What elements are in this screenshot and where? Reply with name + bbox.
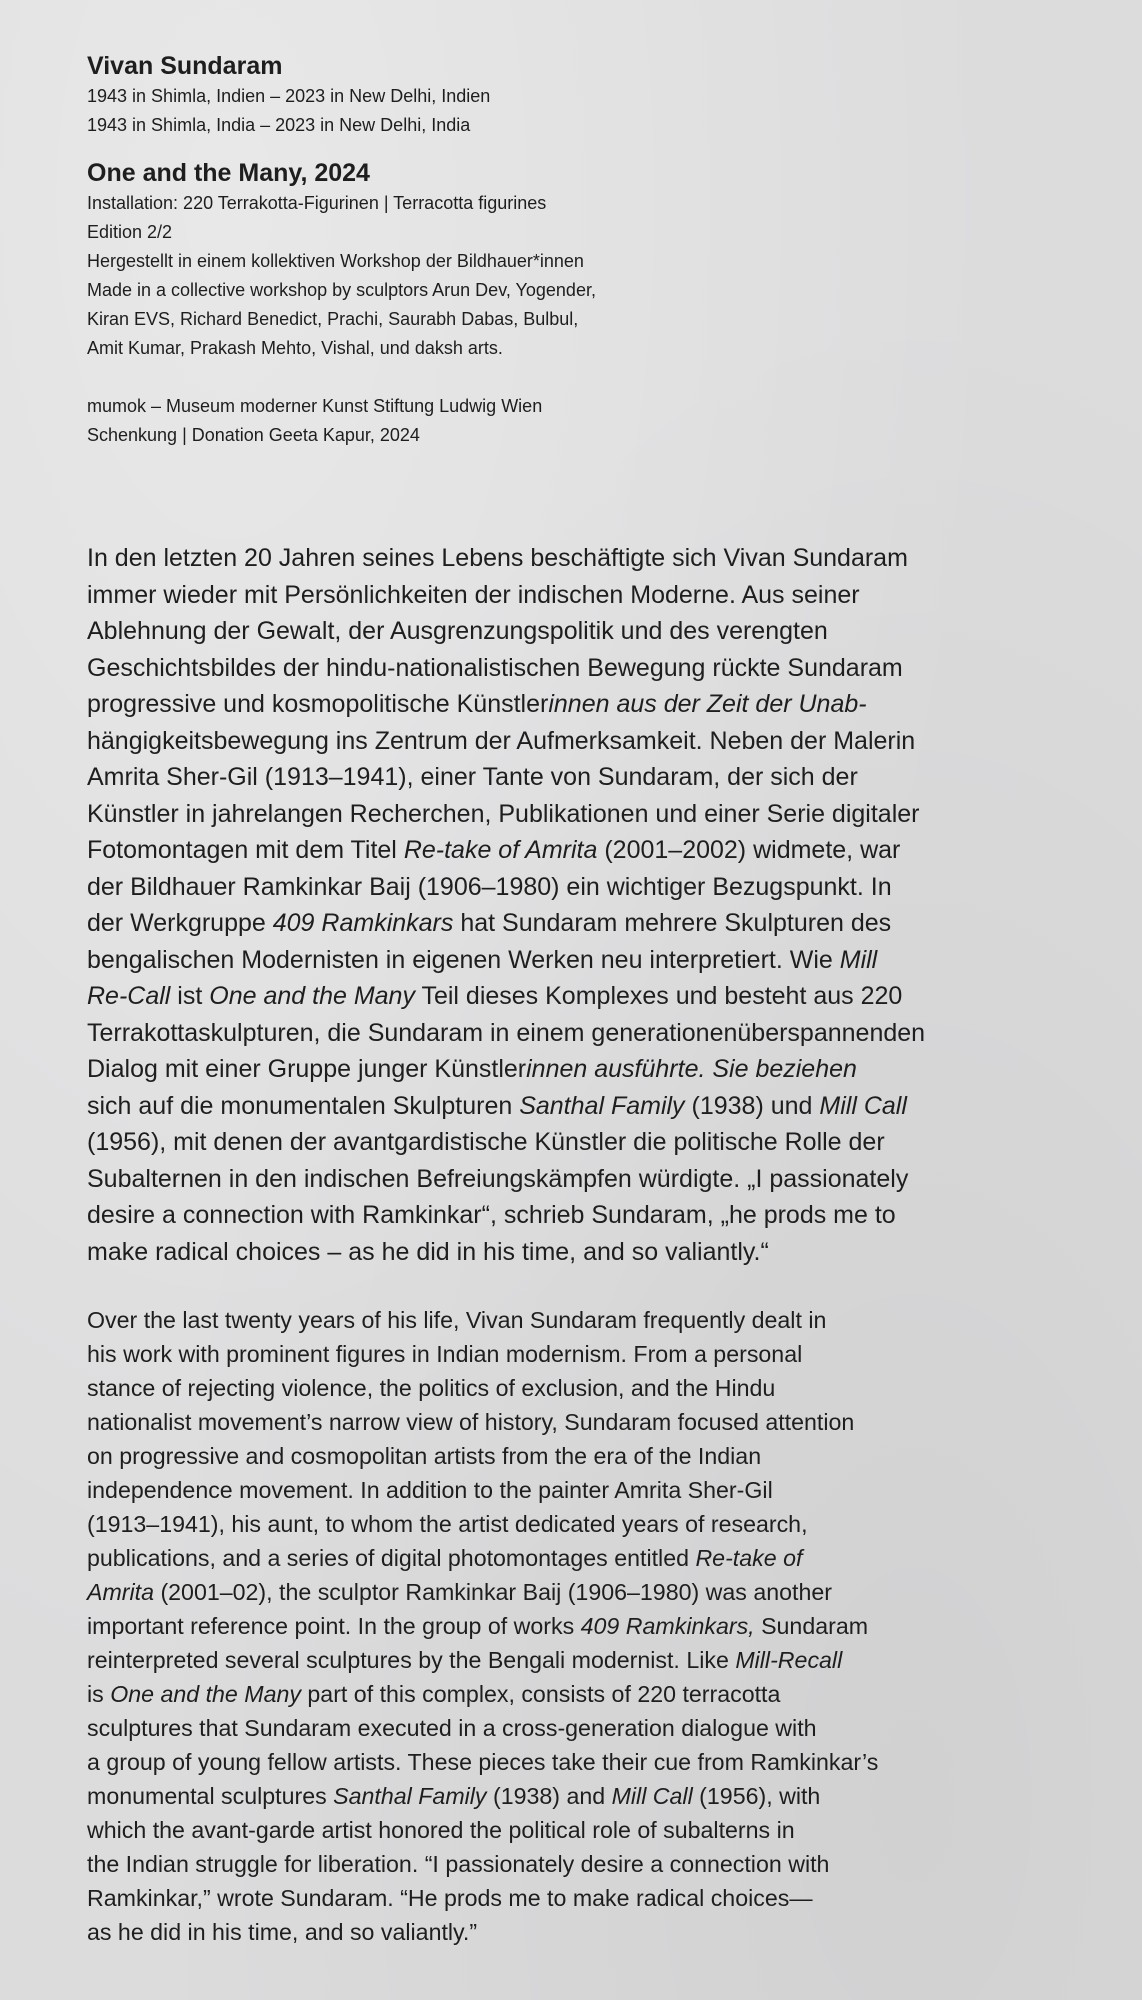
german-text-line: Re-Call ist One and the Many Teil dieses Komplexes und besteht aus 220 (87, 982, 903, 1010)
german-text-block (87, 540, 1097, 1270)
english-text-line: his work with prominent figures in Indian modernism. From a personal (87, 1341, 803, 1367)
work-detail: Made in a collective workshop by sculptors Arun Dev, Yogender, (87, 280, 596, 300)
german-text-line: Künstler in jahrelangen Recherchen, Publikationen und einer Serie digitaler (87, 799, 920, 828)
artist-name: Vivan Sundaram (87, 52, 283, 80)
german-text-line: bengalischen Modernisten in eigenen Werken neu interpretiert. Wie Mill (87, 945, 878, 974)
credit-line: mumok – Museum moderner Kunst Stiftung Ludwig Wien (87, 396, 543, 416)
english-text-line: as he did in his time, and so valiantly.” (87, 1919, 478, 1945)
english-text-line: (1913–1941), his aunt, to whom the artist dedicated years of research, (87, 1511, 808, 1537)
english-text-line: important reference point. In the group of works 409 Ramkinkars, Sundaram (87, 1613, 869, 1639)
english-text-line: sculptures that Sundaram executed in a cross-generation dialogue with (87, 1715, 817, 1741)
english-text-line: reinterpreted several sculptures by the Bengali modernist. Like Mill-Recall (87, 1647, 843, 1673)
german-text-line: immer wieder mit Persönlichkeiten der indischen Moderne. Aus seiner (87, 580, 860, 609)
work-detail: Hergestellt in einem kollektiven Workshop der Bildhauer*innen (87, 251, 584, 271)
english-text-line: Amrita (2001–02), the sculptor Ramkinkar Baij (1906–1980) was another (87, 1579, 832, 1605)
english-text-line: monumental sculptures Santhal Family (1938) and Mill Call (1956), with (87, 1783, 821, 1809)
english-text-block (87, 1303, 1097, 1949)
english-text-line: stance of rejecting violence, the politics of exclusion, and the Hindu (87, 1375, 776, 1401)
english-text-line: publications, and a series of digital photomontages entitled Re-take of (87, 1545, 803, 1571)
life-dates-en: 1943 in Shimla, India – 2023 in New Delhi, India (87, 115, 471, 135)
german-text-line: Fotomontagen mit dem Titel Re-take of Amrita (2001–2002) widmete, war (87, 836, 901, 864)
german-text-line: Subalternen in den indischen Befreiungskämpfen würdigte. „I passionately (87, 1164, 909, 1193)
spacer (87, 363, 1087, 392)
work-detail: Amit Kumar, Prakash Mehto, Vishal, und daksh arts. (87, 338, 503, 358)
life-dates-de: 1943 in Shimla, Indien – 2023 in New Delhi, Indien (87, 86, 491, 106)
german-text-line: der Werkgruppe 409 Ramkinkars hat Sundaram mehrere Skulpturen des (87, 909, 892, 937)
english-text-line: on progressive and cosmopolitan artists from the era of the Indian (87, 1443, 762, 1469)
german-text-line: make radical choices – as he did in his time, and so valiantly.“ (87, 1237, 769, 1266)
credit-line: Schenkung | Donation Geeta Kapur, 2024 (87, 425, 420, 445)
english-text-line: Ramkinkar,” wrote Sundaram. “He prods me to make radical choices— (87, 1885, 813, 1911)
german-text-line: In den letzten 20 Jahren seines Lebens beschäftigte sich Vivan Sundaram (87, 544, 908, 572)
wall-label-header (87, 50, 1087, 450)
english-text-line: Over the last twenty years of his life, Vivan Sundaram frequently dealt in (87, 1307, 827, 1333)
english-text-line: the Indian struggle for liberation. “I passionately desire a connection with (87, 1851, 830, 1877)
german-text-line: progressive und kosmopolitische Künstlerinnen aus der Zeit der Unab- (87, 690, 867, 718)
english-text-line: nationalist movement’s narrow view of history, Sundaram focused attention (87, 1409, 855, 1435)
german-text-line: hängigkeitsbewegung ins Zentrum der Aufmerksamkeit. Neben der Malerin (87, 726, 916, 755)
german-text-line: Amrita Sher-Gil (1913–1941), einer Tante von Sundaram, der sich der (87, 763, 858, 791)
work-detail: Edition 2/2 (87, 222, 173, 242)
german-text-line: Dialog mit einer Gruppe junger Künstlerinnen ausführte. Sie beziehen (87, 1055, 857, 1083)
work-detail: Installation: 220 Terrakotta-Figurinen | Terracotta figurines (87, 193, 547, 213)
english-text-line: a group of young fellow artists. These pieces take their cue from Ramkinkar’s (87, 1749, 879, 1775)
german-text-line: (1956), mit denen der avantgardistische Künstler die politische Rolle der (87, 1128, 885, 1156)
german-text-line: desire a connection with Ramkinkar“, schrieb Sundaram, „he prods me to (87, 1201, 896, 1229)
german-text-line: Geschichtsbildes der hindu-nationalistischen Bewegung rückte Sundaram (87, 653, 903, 682)
german-text-line: Ablehnung der Gewalt, der Ausgrenzungspolitik und des verengten (87, 617, 828, 645)
english-text-line: which the avant-garde artist honored the political role of subalterns in (87, 1817, 795, 1843)
english-text-line: is One and the Many part of this complex, consists of 220 terracotta (87, 1681, 781, 1707)
work-detail: Kiran EVS, Richard Benedict, Prachi, Saurabh Dabas, Bulbul, (87, 309, 579, 329)
german-text-line: Terrakottaskulpturen, die Sundaram in einem generationenüberspannenden (87, 1018, 926, 1047)
english-text-line: independence movement. In addition to the painter Amrita Sher-Gil (87, 1477, 773, 1503)
german-text-line: sich auf die monumentalen Skulpturen Santhal Family (1938) und Mill Call (87, 1091, 907, 1120)
work-title: One and the Many, 2024 (87, 159, 370, 187)
german-text-line: der Bildhauer Ramkinkar Baij (1906–1980) ein wichtiger Bezugspunkt. In (87, 872, 892, 901)
